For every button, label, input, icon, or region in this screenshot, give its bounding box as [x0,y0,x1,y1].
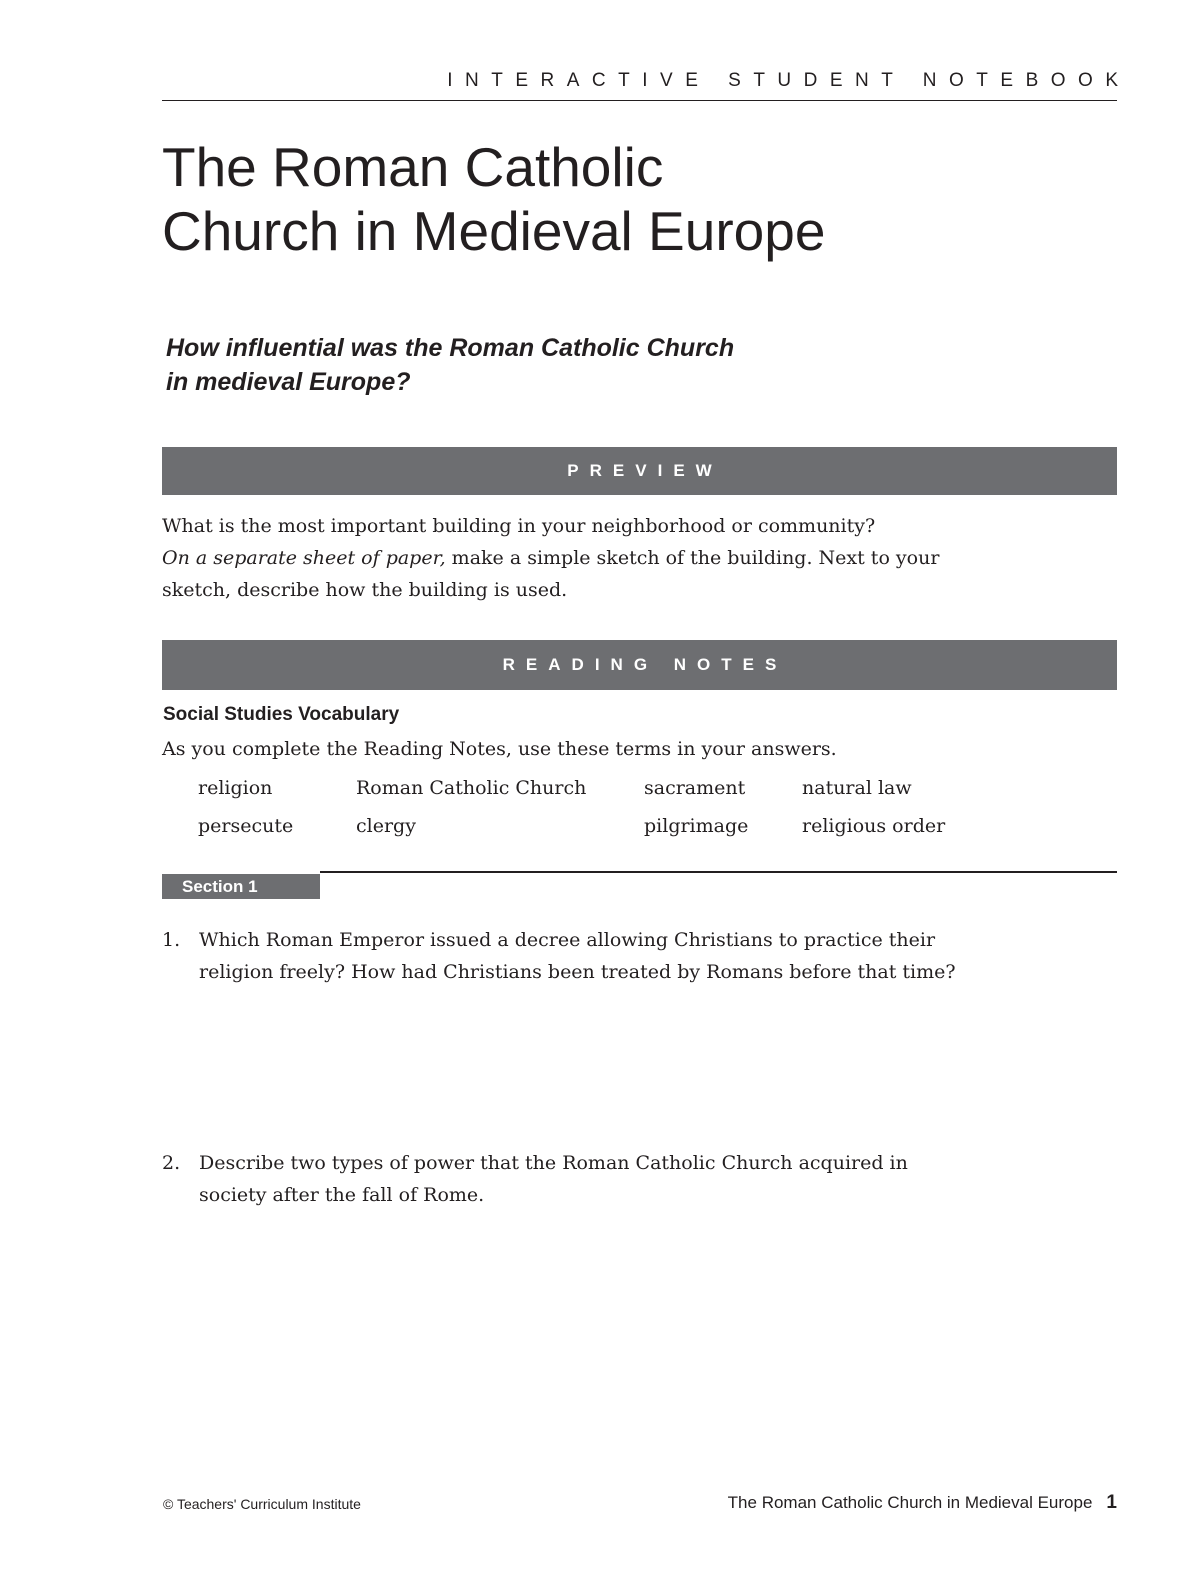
footer-chapter-title: The Roman Catholic Church in Medieval Europe [727,1493,1093,1512]
vocabulary-terms [198,772,982,848]
reading-notes-heading: READING NOTES [502,655,788,674]
question-text [199,1147,962,1211]
title-line-1: The Roman Catholic [162,136,664,198]
header-divider [162,100,1117,101]
section-divider [320,871,1117,873]
footer-chapter [728,1492,1117,1514]
vocab-term: religion [198,777,273,799]
vocab-term: natural law [802,777,912,799]
page-title [162,135,825,263]
preview-heading: PREVIEW [567,461,723,480]
vocab-term: pilgrimage [644,815,749,837]
question-text [199,924,962,988]
preview-line-1: What is the most important building in your neighborhood or community? [162,515,876,537]
essential-question-line-1: How influential was the Roman Catholic Church [166,334,735,362]
question-number: 1. [162,929,181,951]
title-line-2: Church in Medieval Europe [162,200,826,262]
essential-question [166,331,734,399]
vocab-term: Roman Catholic Church [356,777,587,799]
section-tab: Section 1 [162,874,320,899]
preview-instructions [162,510,942,606]
preview-line-2: make a simple sketch of the building. Next to your [445,547,940,569]
footer-copyright: © Teachers' Curriculum Institute [163,1496,361,1512]
page-number: 1 [1106,1492,1117,1513]
vocab-term: clergy [356,815,416,837]
vocabulary-intro: As you complete the Reading Notes, use these terms in your answers. [162,738,837,760]
question-item [162,1147,962,1211]
vocab-term: sacrament [644,777,746,799]
preview-italic-lead: On a separate sheet of paper, [162,547,446,569]
vocab-term: religious order [802,815,946,837]
question-line: Which Roman Emperor issued a decree allowing Christians to practice their [199,929,936,951]
question-line: religion freely? How had Christians been treated by Romans before that time? [199,961,956,983]
preview-banner [162,447,1117,495]
preview-line-3: sketch, describe how the building is used. [162,579,568,601]
question-line: Describe two types of power that the Roman Catholic Church acquired in [199,1152,908,1174]
reading-notes-banner [162,640,1117,690]
question-item [162,924,962,988]
essential-question-line-2: in medieval Europe? [166,368,411,396]
question-line: society after the fall of Rome. [199,1184,485,1206]
vocab-term: persecute [198,815,294,837]
vocabulary-heading: Social Studies Vocabulary [163,704,400,725]
question-number: 2. [162,1152,181,1174]
notebook-header-label: INTERACTIVE STUDENT NOTEBOOK [447,70,1131,91]
